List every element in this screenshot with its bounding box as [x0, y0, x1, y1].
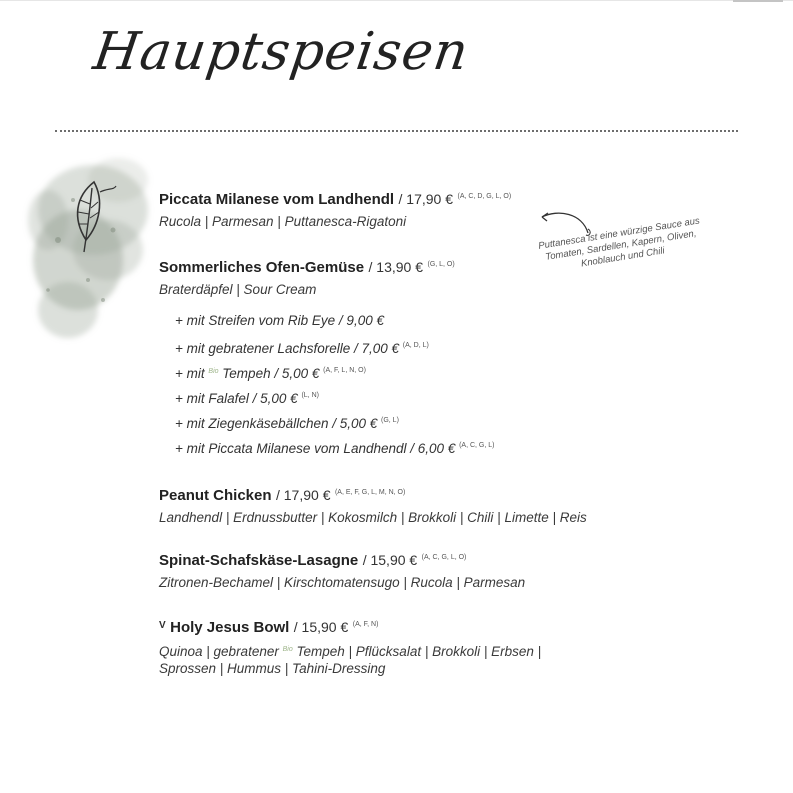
- item-allergens: (A, F, N): [352, 621, 379, 628]
- item-name: Piccata Milanese vom Landhendl: [159, 191, 395, 208]
- bio-label: Bio: [208, 368, 219, 375]
- addon-item: + mit $^{Bio}$ Tempeh / 5,00 € $^{(A, F, L, N, O)}$: [175, 366, 366, 381]
- item-name: Holy Jesus Bowl: [170, 619, 290, 636]
- item-allergens: (A, E, F, G, L, M, N, O): [334, 489, 406, 496]
- item-description: Braterdäpfel | Sour Cream: [159, 282, 317, 297]
- addon-allergens: (A, D, L): [402, 342, 429, 349]
- item-name: Spinat-Schafskäse-Lasagne: [159, 552, 359, 569]
- item-allergens: (A, C, D, G, L, O): [457, 193, 512, 200]
- puttanesca-note: Puttanesca ist eine würzige Sauce aus Tomaten, Sardellen, Kapern, Oliven, Knoblauch und Chili: [537, 215, 701, 270]
- addon-list: [175, 311, 494, 461]
- menu-item: [159, 259, 455, 298]
- menu-item: [159, 552, 525, 591]
- item-price: / 17,90 €: [398, 191, 454, 207]
- item-name: Sommerliches Ofen-Gemüse: [159, 259, 365, 276]
- item-description: Zitronen-Bechamel | Kirschtomatensugo | Rucola | Parmesan: [159, 575, 526, 590]
- item-allergens: (A, C, G, L, O): [421, 554, 467, 561]
- top-border-accent: [733, 0, 783, 2]
- addon-allergens: (A, C, G, L): [459, 442, 495, 449]
- addon-item: + mit Streifen vom Rib Eye / 9,00 €: [175, 313, 384, 328]
- addon-allergens: (A, F, L, N, O): [323, 367, 366, 374]
- addon-item: + mit Falafel / 5,00 € $^{(L, N)}$: [175, 391, 319, 406]
- item-description: Rucola | Parmesan | Puttanesca-Rigatoni: [159, 214, 407, 229]
- leaf-icon: [64, 178, 120, 256]
- item-name: Peanut Chicken: [159, 487, 272, 504]
- vegan-mark: V: [159, 620, 166, 631]
- item-price: / 15,90 €: [362, 552, 418, 568]
- dotted-divider: [55, 130, 738, 132]
- item-price: / 15,90 €: [293, 619, 349, 635]
- item-description: Quinoa | gebratener $^{Bio}$ Tempeh | Pflücksalat | Brokkoli | Erbsen | Sprossen | Hummus | Tahini-Dressing: [159, 644, 542, 676]
- item-price: / 17,90 €: [275, 487, 331, 503]
- addon-allergens: (G, L): [381, 417, 399, 424]
- menu-item: [159, 487, 587, 526]
- addon-item: + mit Ziegenkäsebällchen / 5,00 € $^{(G, L)}$: [175, 416, 399, 431]
- item-price: / 13,90 €: [368, 259, 424, 275]
- item-description: Landhendl | Erdnussbutter | Kokosmilch | Brokkoli | Chili | Limette | Reis: [159, 510, 587, 525]
- addon-item: + mit gebratener Lachsforelle / 7,00 € $^{(A, D, L)}$: [175, 341, 429, 356]
- item-allergens: (G, L, O): [427, 261, 455, 268]
- page-title: Hauptspeisen: [89, 22, 473, 82]
- addon-allergens: (L, N): [301, 392, 319, 399]
- bio-label: Bio: [282, 646, 293, 653]
- addon-item: + mit Piccata Milanese vom Landhendl / 6,00 € $^{(A, C, G, L)}$: [175, 441, 495, 456]
- menu-item: [159, 191, 511, 230]
- top-border: [0, 0, 793, 1]
- menu-item: [159, 619, 541, 677]
